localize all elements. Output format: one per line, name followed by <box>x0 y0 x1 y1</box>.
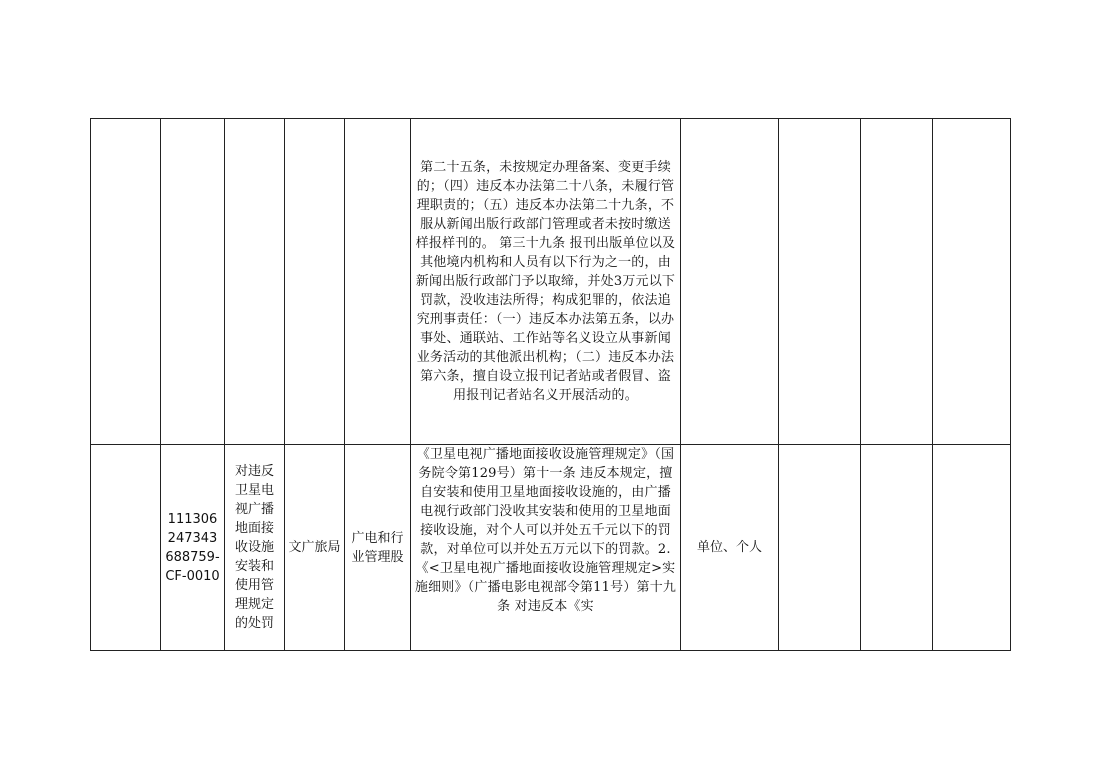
department-cell <box>285 119 345 445</box>
col9-cell <box>933 445 1011 651</box>
col8-cell <box>861 119 933 445</box>
unit-cell <box>345 119 411 445</box>
item-name-cell: 对违反卫星电视广播地面接收设施安装和使用管理规定的处罚 <box>225 445 285 651</box>
col9-cell <box>933 119 1011 445</box>
col8-cell <box>861 445 933 651</box>
item-code-cell <box>161 119 225 445</box>
row-margin-cell <box>91 119 161 445</box>
row-margin-cell <box>91 445 161 651</box>
subject-cell <box>681 119 779 445</box>
unit-cell: 广电和行业管理股 <box>345 445 411 651</box>
legal-basis-cell: 《卫星电视广播地面接收设施管理规定》（国务院令第129号）第十一条 违反本规定，擅自安装和使用卫星地面接收设施的，由广播电视行政部门没收其安装和使用的卫星地面接收设施，对个人可以并处五千元以下的罚款，对单位可以并处五万元以下的罚款。2.《<卫星电视广播地面接收设施管理规定>实施细则》（广播电影电视部令第11号）第十九条 对违反本《实 <box>411 445 681 651</box>
legal-basis-cell: 第二十五条，未按规定办理备案、变更手续的；（四）违反本办法第二十八条，未履行管理职责的；（五）违反本办法第二十九条，不服从新闻出版行政部门管理或者未按时缴送样报样刊的。 第三十九条 报刊出版单位以及其他境内机构和人员有以下行为之一的，由新闻出版行政部门予以取缔，并处3万元以下罚款，没收违法所得；构成犯罪的，依法追究刑事责任：（一）违反本办法第五条，以办事处、通联站、工作站等名义设立从事新闻业务活动的其他派出机构；（二）违反本办法第六条，擅自设立报刊记者站或者假冒、盗用报刊记者站名义开展活动的。 <box>411 119 681 445</box>
table-row <box>91 119 1011 445</box>
col7-cell <box>779 445 861 651</box>
item-code-cell: 111306247343688759-CF-0010 <box>161 445 225 651</box>
table-row <box>91 445 1011 651</box>
subject-cell: 单位、个人 <box>681 445 779 651</box>
penalty-items-table <box>90 118 1011 651</box>
department-cell: 文广旅局 <box>285 445 345 651</box>
col7-cell <box>779 119 861 445</box>
item-name-cell <box>225 119 285 445</box>
